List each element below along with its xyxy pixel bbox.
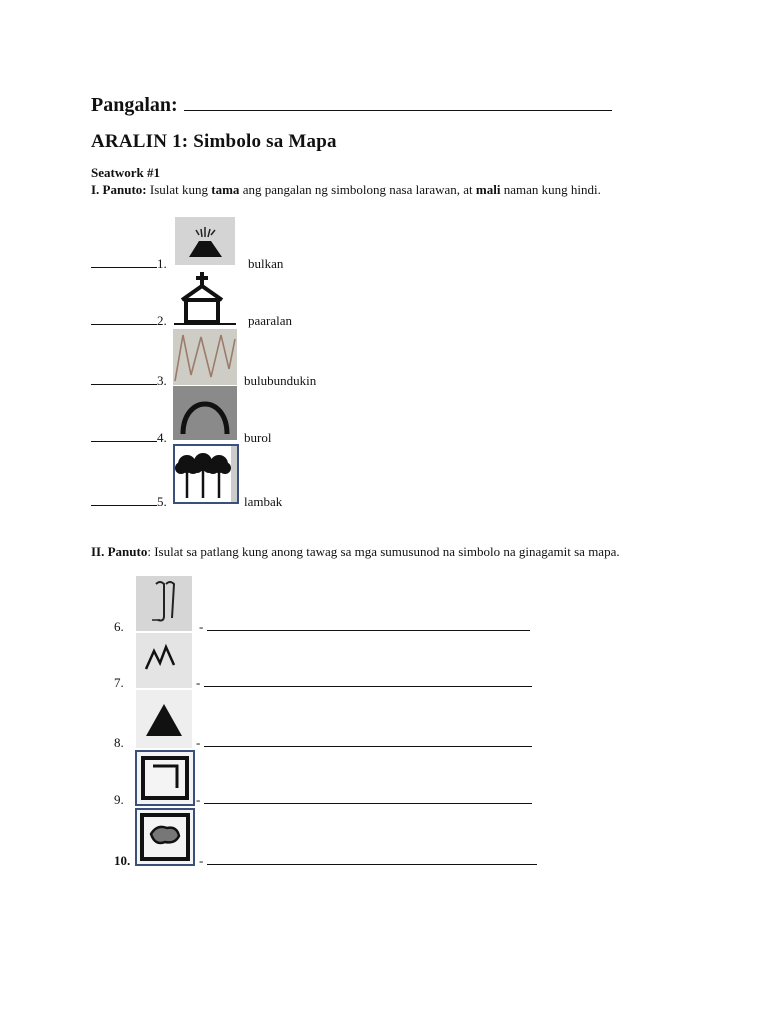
item-word: bulubundukin xyxy=(244,373,317,388)
dash: - xyxy=(199,853,204,868)
answer-blank[interactable] xyxy=(91,313,157,325)
answer-blank[interactable] xyxy=(207,853,537,865)
dash: - xyxy=(196,675,201,690)
dash: - xyxy=(199,619,204,634)
answer-blank[interactable] xyxy=(204,735,532,747)
hill-icon xyxy=(173,386,237,440)
lesson-title: ARALIN 1: Simbolo sa Mapa xyxy=(91,131,337,152)
answer-blank[interactable] xyxy=(91,373,157,385)
answer-blank[interactable] xyxy=(91,430,157,442)
answer-blank[interactable] xyxy=(91,494,157,506)
trees-icon xyxy=(173,444,239,504)
volcano-icon xyxy=(175,217,235,265)
answer-blank[interactable] xyxy=(207,619,530,631)
dash: - xyxy=(196,735,201,750)
list-item xyxy=(91,430,167,446)
instruction-text: Isulat kung xyxy=(149,182,209,197)
name-label: Pangalan: xyxy=(91,94,178,116)
answer-blank[interactable] xyxy=(204,675,532,687)
part2-instruction xyxy=(91,544,620,560)
item-number: 9. xyxy=(114,792,124,807)
waterfall-icon xyxy=(136,576,192,631)
mountain-range-icon xyxy=(173,329,237,385)
lake-icon xyxy=(135,808,195,866)
instruction-text: : Isulat sa patlang kung anong tawag sa mga sumusunod na simbolo na ginagamit sa mapa. xyxy=(147,544,620,559)
answer-blank[interactable] xyxy=(204,792,532,804)
mountain-triangle-icon xyxy=(136,690,192,748)
answer-row xyxy=(196,675,532,691)
item-number: 5. xyxy=(157,494,167,509)
list-item xyxy=(91,256,167,272)
item-word: bulkan xyxy=(248,256,284,271)
word-mali: mali xyxy=(475,182,501,197)
list-item xyxy=(91,494,167,510)
item-number: 1. xyxy=(157,256,167,271)
item-number: 4. xyxy=(157,430,167,445)
instruction-text: naman kung hindi. xyxy=(503,182,601,197)
item-word: lambak xyxy=(244,494,283,509)
word-tama: tama xyxy=(211,182,240,197)
answer-row xyxy=(196,792,532,808)
item-word: paaralan xyxy=(248,313,293,328)
item-number: 10. xyxy=(114,853,131,868)
item-number: 7. xyxy=(114,675,124,690)
item-word: burol xyxy=(244,430,272,445)
answer-row xyxy=(196,735,532,751)
part2-numeral: II. Panuto xyxy=(91,544,148,559)
list-item xyxy=(91,313,167,329)
seatwork-label: Seatwork #1 xyxy=(91,165,160,180)
list-item xyxy=(91,373,167,389)
item-number: 8. xyxy=(114,735,124,750)
church-icon xyxy=(172,270,238,326)
dash: - xyxy=(196,792,201,807)
answer-blank[interactable] xyxy=(91,256,157,268)
item-number: 3. xyxy=(157,373,167,388)
instruction-text: ang pangalan ng simbolong nasa larawan, at xyxy=(242,182,473,197)
mountains-icon xyxy=(136,633,192,688)
answer-row xyxy=(199,619,530,635)
item-number: 6. xyxy=(114,619,124,634)
name-field xyxy=(91,94,612,117)
part1-numeral: I. Panuto: xyxy=(91,182,147,197)
answer-row xyxy=(199,853,537,869)
part1-instruction xyxy=(91,182,601,198)
item-number: 2. xyxy=(157,313,167,328)
building-icon xyxy=(135,750,195,806)
name-blank[interactable] xyxy=(184,96,612,111)
